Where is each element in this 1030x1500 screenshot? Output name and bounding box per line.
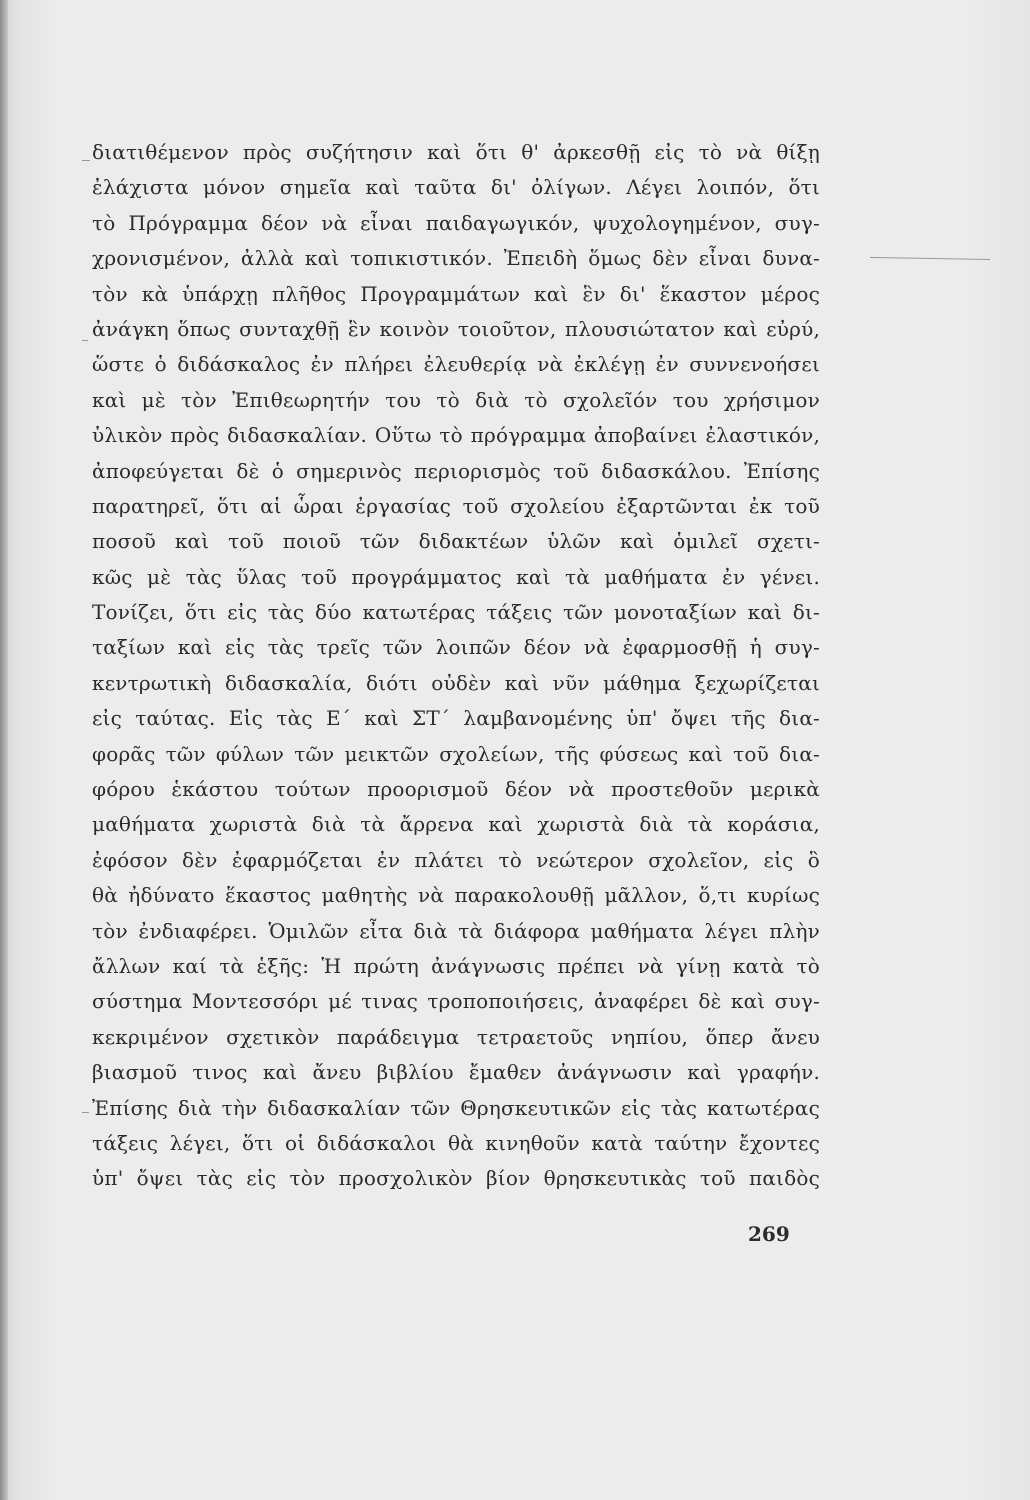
text-line: βιασμοῦ τινος καὶ ἄνευ βιβλίου ἔμαθεν ἀνάγνωσιν καὶ γραφήν.	[92, 1060, 820, 1085]
text-line: ὑπ' ὄψει τὰς εἰς τὸν προσχολικὸν βίον θρησκευτικὰς τοῦ παιδὸς	[92, 1166, 820, 1191]
text-line: σύστημα Μοντεσσόρι μέ τινας τροποποιήσεις, ἀναφέρει δὲ καὶ συγ-	[92, 989, 820, 1014]
text-line: ἐλάχιστα μόνον σημεῖα καὶ ταῦτα δι' ὀλίγων. Λέγει λοιπόν, ὅτι	[92, 175, 820, 200]
text-line: φορᾶς τῶν φύλων τῶν μεικτῶν σχολείων, τῆς φύσεως καὶ τοῦ δια-	[92, 741, 820, 766]
text-line: ὥστε ὁ διδάσκαλος ἐν πλήρει ἐλευθερίᾳ νὰ ἐκλέγῃ ἐν συννενοήσει	[92, 352, 820, 377]
text-line: ταξίων καὶ εἰς τὰς τρεῖς τῶν λοιπῶν δέον νὰ ἐφαρμοσθῇ ἡ συγ-	[92, 635, 820, 660]
text-line: μαθήματα χωριστὰ διὰ τὰ ἄρρενα καὶ χωριστὰ διὰ τὰ κοράσια,	[92, 812, 820, 837]
text-line: τάξεις λέγει, ὅτι οἱ διδάσκαλοι θὰ κινηθοῦν κατὰ ταύτην ἔχοντες	[92, 1130, 820, 1155]
text-line: τὸν ἐνδιαφέρει. Ὁμιλῶν εἶτα διὰ τὰ διάφορα μαθήματα λέγει πλὴν	[92, 918, 820, 943]
text-line: διατιθέμενον πρὸς συζήτησιν καὶ ὅτι θ' ἀρκεσθῇ εἰς τὸ νὰ θίξῃ	[92, 140, 820, 164]
text-line: Ἐπίσης διὰ τὴν διδασκαλίαν τῶν Θρησκευτικῶν εἰς τὰς κατωτέρας	[92, 1095, 820, 1120]
text-line: καὶ μὲ τὸν Ἐπιθεωρητήν του τὸ διὰ τὸ σχολεῖόν του χρήσιμον	[92, 387, 820, 412]
text-line: θὰ ἠδύνατο ἕκαστος μαθητὴς νὰ παρακολουθῇ μᾶλλον, ὅ,τι κυρίως	[92, 883, 820, 908]
text-line: ἀποφεύγεται δὲ ὁ σημερινὸς περιορισμὸς τοῦ διδασκάλου. Ἐπίσης	[92, 458, 820, 483]
text-line: τὸ Πρόγραμμα δέον νὰ εἶναι παιδαγωγικόν, ψυχολογημένον, συγ-	[92, 210, 820, 235]
text-line: κεκριμένον σχετικὸν παράδειγμα τετραετοῦς νηπίου, ὅπερ ἄνευ	[92, 1024, 820, 1049]
text-line: φόρου ἑκάστου τούτων προορισμοῦ δέον νὰ προστεθοῦν μερικὰ	[92, 777, 820, 802]
text-line: ποσοῦ καὶ τοῦ ποιοῦ τῶν διδακτέων ὑλῶν καὶ ὁμιλεῖ σχετι-	[92, 529, 820, 554]
margin-tick	[82, 340, 88, 341]
text-line: ἐφόσον δὲν ἐφαρμόζεται ἐν πλάτει τὸ νεώτερον σχολεῖον, εἰς ὃ	[92, 847, 820, 872]
text-line: τὸν κὰ ὑπάρχῃ πλῆθος Προγραμμάτων καὶ ἓν δι' ἕκαστον μέρος	[92, 281, 820, 306]
text-line: κεντρωτικὴ διδασκαλία, διότι οὐδὲν καὶ νῦν μάθημα ξεχωρίζεται	[92, 670, 820, 695]
margin-tick	[82, 160, 90, 161]
page-binding-edge	[0, 0, 8, 1500]
text-line: ἄλλων καί τὰ ἑξῆς: Ἡ πρώτη ἀνάγνωσις πρέπει νὰ γίνῃ κατὰ τὸ	[92, 953, 820, 978]
text-line: ἀνάγκη ὅπως συνταχθῇ ἓν κοινὸν τοιοῦτον, πλουσιώτατον καὶ εὐρύ,	[92, 316, 820, 341]
text-line: χρονισμένον, ἀλλὰ καὶ τοπικιστικόν. Ἐπειδὴ ὅμως δὲν εἶναι δυνα-	[92, 246, 820, 271]
body-text	[92, 135, 820, 1197]
pencil-stroke	[870, 257, 990, 260]
text-line: ὑλικὸν πρὸς διδασκαλίαν. Οὕτω τὸ πρόγραμμα ἀποβαίνει ἐλαστικόν,	[92, 423, 820, 448]
margin-tick	[82, 1112, 89, 1113]
text-line: κῶς μὲ τὰς ὕλας τοῦ προγράμματος καὶ τὰ μαθήματα ἐν γένει.	[92, 564, 820, 589]
text-line: εἰς ταύτας. Εἰς τὰς Ε΄ καὶ ΣΤ΄ λαμβανομένης ὑπ' ὄψει τῆς δια-	[92, 706, 820, 731]
text-line: Τονίζει, ὅτι εἰς τὰς δύο κατωτέρας τάξεις τῶν μονοταξίων καὶ δι-	[92, 600, 820, 625]
page-number: 269	[748, 1222, 790, 1246]
text-line: παρατηρεῖ, ὅτι αἱ ὧραι ἐργασίας τοῦ σχολείου ἐξαρτῶνται ἐκ τοῦ	[92, 493, 820, 518]
